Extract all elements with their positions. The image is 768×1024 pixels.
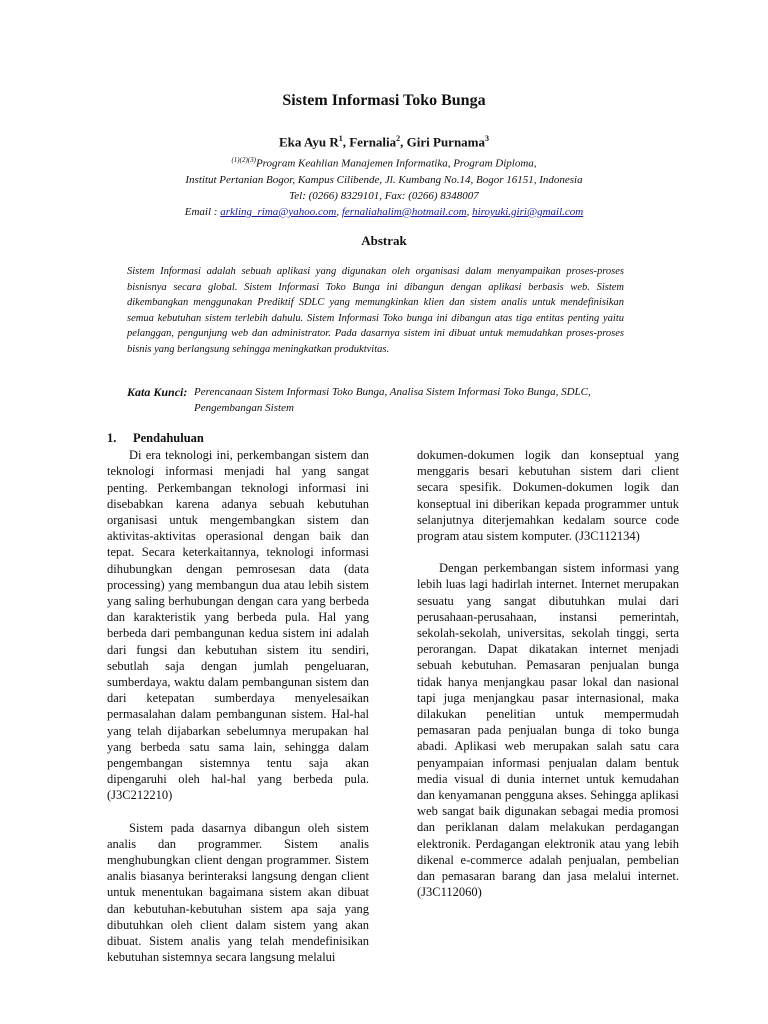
keywords-text: Perencanaan Sistem Informasi Toko Bunga, Analisa Sistem Informasi Toko Bunga, SDLC, Pengembangan Sistem <box>194 386 591 414</box>
left-column <box>107 430 369 966</box>
author-name: Eka Ayu R <box>278 134 339 150</box>
affiliation-superscript: (1)(2)(3) <box>231 156 256 164</box>
section-title: Pendahuluan <box>133 431 204 445</box>
keywords-label: Kata Kunci: <box>127 385 188 399</box>
affiliation-program-line <box>0 152 768 172</box>
author-separator: , <box>400 134 407 150</box>
section-heading <box>107 430 369 446</box>
email-link[interactable]: hiroyuki.giri@gmail.com <box>472 205 584 218</box>
author-superscript: 2 <box>396 134 401 143</box>
affiliation-block <box>0 152 768 220</box>
author-separator: , <box>342 134 350 150</box>
author-name: Giri Purnama <box>406 134 486 150</box>
affiliation-contact: Tel: (0266) 8329101, Fax: (0266) 8348007 <box>289 189 479 202</box>
paragraph: Sistem pada dasarnya dibangun oleh sistem analis dan programmer. Sistem analis menghubungkan client dengan programmer. Sistem analis biasanya berinteraksi langsung dengan client untuk menentukan bagaimana sistem akan dibuat dan kebutuhan-kebutuhan sistem apa saja yang dibutuhkan oleh client dalam sistem yang akan dibuat. Sistem analis yang telah mendefinisikan kebutuhan sistemnya secara langsung melalui <box>107 820 369 965</box>
author-superscript: 3 <box>485 134 490 143</box>
affiliation-institution: Institut Pertanian Bogor, Kampus Cilibende, Jl. Kumbang No.14, Bogor 16151, Indonesia <box>185 173 583 186</box>
author-name: Fernalia <box>349 134 397 150</box>
email-link[interactable]: arkling_rima@yahoo.com <box>220 205 337 218</box>
abstract-heading: Abstrak <box>361 233 407 248</box>
paragraph: dokumen-dokumen logik dan konseptual yang menggaris besari kebutuhan sistem dari client secara spesifik. Dokumen-dokumen logik dan konseptual ini diberikan kepada programmer untuk selanjutnya diterjemahkan kedalam source code program atau sistem komputer. (J3C112134) <box>417 448 679 544</box>
email-line: Email : arkling_rima@yahoo.com, fernaliahalim@hotmail.com, hiroyuki.giri@gmail.com <box>184 205 584 218</box>
affiliation-program: Program Keahlian Manajemen Informatika, Program Diploma, <box>255 157 537 170</box>
abstract-text: Sistem Informasi adalah sebuah aplikasi yang digunakan oleh organisasi dalam menyampaikan proses-proses bisnisnya secara global. Sistem Informasi Toko Bunga ini dibangun dengan aplikasi berbasis web. Sistem dikembangkan menggunakan Prediktif SDLC yang memungkinkan klien dan sistem analis untuk mendefinisikan semua kebutuhan sistem terlebih dahulu. Sistem Informasi Toko bunga ini dibangun atas tiga entitas penting yaitu pelanggan, pengunjung web dan administrator. Pada dasarnya sistem ini dibuat untuk memudahkan proses-proses bisnis yang berlangsung sehingga meningkatkan produktvitas. <box>127 266 624 355</box>
email-link[interactable]: fernaliahalim@hotmail.com <box>341 205 467 218</box>
paragraph: Di era teknologi ini, perkembangan sistem dan teknologi informasi menjadi hal yang sangat penting. Perkembangan teknologi informasi ini disebabkan karena adanya sebuah kebutuhan organisasi untuk mengembangkan sistem dan aktivitas-aktivitas operasional dengan baik dan tepat. Secara keterkaitannya, teknologi informasi dihubungkan dengan pemrosesan data (data processing) yang membangun dua atau lebih sistem yang saling berhubungan dengan cara yang berbeda dan karakteristik yang berbeda pula. Hal yang berbeda dari pembangunan kedua sistem ini adalah dari fungsi dan kebutuhan sistem itu sendiri, sebutlah saja dengan jumlah pengeluaran, sumberdaya, waktu dalam pembangunan sistem dan dari ketepatan sumberdaya menyelesaikan permasalahan dalam pembangunan sistem. Hal-hal yang telah dijabarkan sebelumnya merupakan hal yang berbeda satu sama lain, sehingga dalam pengembangan sistemnya tentu saja akan dipengaruhi oleh hal-hal yang berbeda pula. (J3C212210) <box>107 448 369 803</box>
section-number: 1. <box>107 431 117 445</box>
right-column <box>417 447 679 900</box>
paragraph: Dengan perkembangan sistem informasi yang lebih luas lagi hadirlah internet. Internet merupakan sesuatu yang sangat dibutuhkan mulai dari perusahaan-perusahaan, instansi pemerintah, sekolah-sekolah, universitas, sekolah tinggi, serta perorangan. Dapat dikatakan internet menjadi sebuah kebutuhan. Pemasaran penjualan bunga tidak hanya menjangkau pasar lokal dan nasional tapi juga menjangkau pasar internasional, maka dilakukan penelitian untuk mempermudah pemasaran pada penjualan bunga di toko bunga abadi. Aplikasi web merupakan salah satu cara penyampaian informasi penjualan dalam bentuk media visual di dunia internet untuk kemudahan dan kenyamanan pengguna akses. Sehingga aplikasi web sangat baik digunakan sebagai media promosi dan periklanan dalam melakukan perdagangan elektronik. Perdagangan elektronik atau yang lebih dikenal e-commerce adalah penjualan, pembelian dan pemasaran barang dan jasa melalui internet. (J3C112060) <box>417 561 679 900</box>
email-label: Email : <box>184 205 221 218</box>
author-superscript: 1 <box>338 134 343 143</box>
paper-title: Sistem Informasi Toko Bunga <box>282 92 486 109</box>
author-list <box>0 134 768 150</box>
